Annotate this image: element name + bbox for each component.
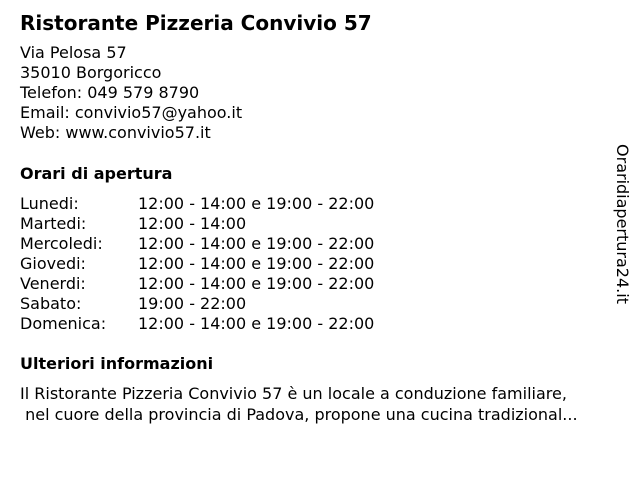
hours-day: Mercoledi:: [20, 234, 103, 253]
address-block: [20, 43, 242, 143]
hours-time: 19:00 - 22:00: [138, 294, 247, 313]
hours-day: Giovedi:: [20, 254, 86, 273]
info-heading: Ulteriori informazioni: [20, 354, 214, 373]
address-phone: Telefon: 049 579 8790: [20, 83, 200, 102]
hours-time: 12:00 - 14:00 e 19:00 - 22:00: [138, 314, 375, 333]
hours-heading: Orari di apertura: [20, 164, 173, 183]
address-city: 35010 Borgoricco: [20, 63, 162, 82]
hours-day: Venerdi:: [20, 274, 86, 293]
address-email: Email: convivio57@yahoo.it: [20, 103, 243, 122]
hours-time: 12:00 - 14:00 e 19:00 - 22:00: [138, 234, 375, 253]
hours-time: 12:00 - 14:00 e 19:00 - 22:00: [138, 254, 375, 273]
site-brand-vertical: Oraridiapertura24.it: [613, 144, 632, 304]
address-street: Via Pelosa 57: [20, 43, 127, 62]
hours-time: 12:00 - 14:00 e 19:00 - 22:00: [138, 274, 375, 293]
page-title: Ristorante Pizzeria Convivio 57: [20, 11, 372, 35]
info-line: nel cuore della provincia di Padova, propone una cucina tradizional...: [20, 405, 578, 424]
hours-time: 12:00 - 14:00 e 19:00 - 22:00: [138, 194, 375, 213]
hours-day: Sabato:: [20, 294, 82, 313]
hours-day: Lunedi:: [20, 194, 79, 213]
hours-time: 12:00 - 14:00: [138, 214, 247, 233]
info-description: [20, 383, 578, 425]
hours-day: Martedi:: [20, 214, 87, 233]
info-line: Il Ristorante Pizzeria Convivio 57 è un locale a conduzione familiare,: [20, 384, 567, 403]
address-web: Web: www.convivio57.it: [20, 123, 211, 142]
hours-day: Domenica:: [20, 314, 107, 333]
